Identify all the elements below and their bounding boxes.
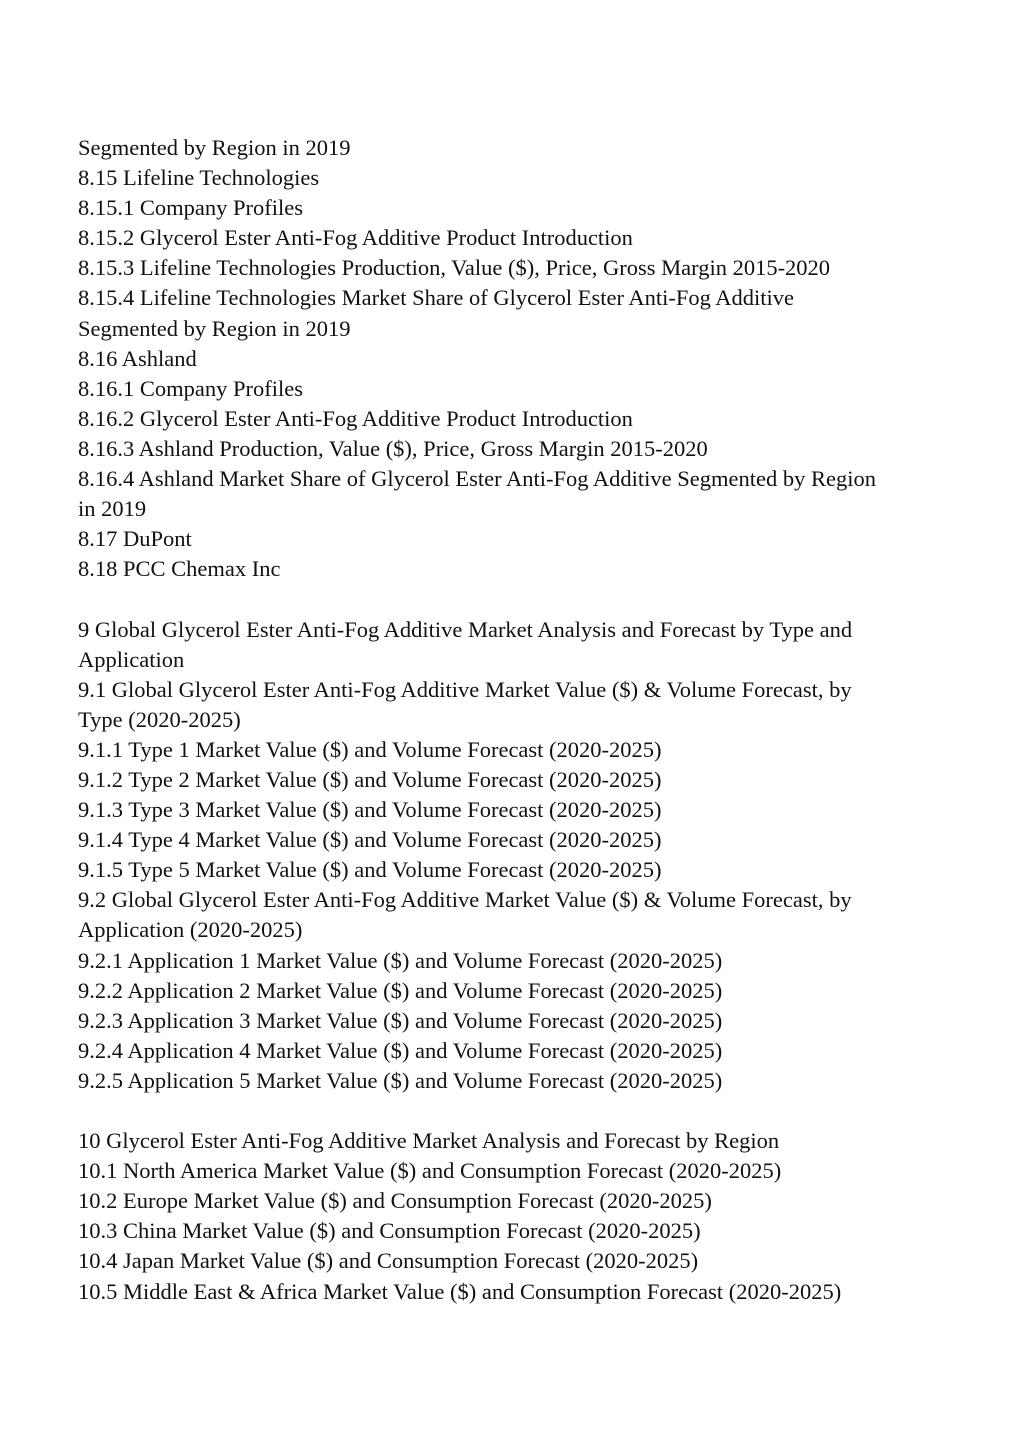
toc-line: 8.15.4 Lifeline Technologies Market Share of Glycerol Ester Anti-Fog Additive xyxy=(78,285,794,311)
toc-line: 9.2.3 Application 3 Market Value ($) and Volume Forecast (2020-2025) xyxy=(78,1007,723,1033)
toc-heading-9-1: 9.1 Global Glycerol Ester Anti-Fog Additive Market Value ($) & Volume Forecast, by xyxy=(78,676,852,702)
toc-chapter-10-title: 10 Glycerol Ester Anti-Fog Additive Market Analysis and Forecast by Region xyxy=(78,1128,780,1154)
toc-section-9 xyxy=(78,615,958,1097)
section-spacer xyxy=(78,584,958,614)
toc-line: 9.1.4 Type 4 Market Value ($) and Volume Forecast (2020-2025) xyxy=(78,827,662,853)
document-page xyxy=(78,133,958,1307)
toc-line: 8.16.3 Ashland Production, Value ($), Price, Gross Margin 2015-2020 xyxy=(78,435,708,461)
toc-line: 8.16.1 Company Profiles xyxy=(78,375,303,401)
toc-line: 9.1.5 Type 5 Market Value ($) and Volume Forecast (2020-2025) xyxy=(78,857,662,883)
toc-heading-8-15: 8.15 Lifeline Technologies xyxy=(78,165,320,191)
toc-heading-8-18: 8.18 PCC Chemax Inc xyxy=(78,556,281,582)
toc-line: Application (2020-2025) xyxy=(78,917,303,943)
toc-line: 8.15.2 Glycerol Ester Anti-Fog Additive Product Introduction xyxy=(78,225,633,251)
toc-heading-8-17: 8.17 DuPont xyxy=(78,526,192,552)
toc-line: 9.1.1 Type 1 Market Value ($) and Volume Forecast (2020-2025) xyxy=(78,736,662,762)
toc-heading-8-16: 8.16 Ashland xyxy=(78,345,197,371)
toc-section-8-continued xyxy=(78,133,958,584)
toc-line: 9.2.4 Application 4 Market Value ($) and Volume Forecast (2020-2025) xyxy=(78,1037,723,1063)
toc-line: 10.2 Europe Market Value ($) and Consumption Forecast (2020-2025) xyxy=(78,1188,712,1214)
section-spacer xyxy=(78,1096,958,1126)
toc-line: Type (2020-2025) xyxy=(78,706,241,732)
toc-line: Segmented by Region in 2019 xyxy=(78,135,351,160)
toc-line: in 2019 xyxy=(78,496,147,522)
toc-section-10 xyxy=(78,1126,958,1307)
toc-line: 8.15.1 Company Profiles xyxy=(78,195,303,221)
toc-line: 8.16.4 Ashland Market Share of Glycerol Ester Anti-Fog Additive Segmented by Region xyxy=(78,466,877,492)
toc-line: 8.16.2 Glycerol Ester Anti-Fog Additive Product Introduction xyxy=(78,405,633,431)
toc-line: 10.5 Middle East & Africa Market Value ($) and Consumption Forecast (2020-2025) xyxy=(78,1278,842,1304)
toc-line: Segmented by Region in 2019 xyxy=(78,315,351,341)
toc-line: 9.2.1 Application 1 Market Value ($) and Volume Forecast (2020-2025) xyxy=(78,947,723,973)
toc-line: 9.2.2 Application 2 Market Value ($) and Volume Forecast (2020-2025) xyxy=(78,977,723,1003)
toc-chapter-9-title: 9 Global Glycerol Ester Anti-Fog Additive Market Analysis and Forecast by Type and xyxy=(78,616,853,642)
toc-line: 9.1.2 Type 2 Market Value ($) and Volume Forecast (2020-2025) xyxy=(78,766,662,792)
toc-line: 9.2.5 Application 5 Market Value ($) and Volume Forecast (2020-2025) xyxy=(78,1067,723,1093)
toc-chapter-9-title-cont: Application xyxy=(78,646,185,672)
toc-heading-9-2: 9.2 Global Glycerol Ester Anti-Fog Additive Market Value ($) & Volume Forecast, by xyxy=(78,887,852,913)
toc-line: 10.3 China Market Value ($) and Consumption Forecast (2020-2025) xyxy=(78,1218,701,1244)
toc-line: 10.1 North America Market Value ($) and Consumption Forecast (2020-2025) xyxy=(78,1158,782,1184)
toc-line: 10.4 Japan Market Value ($) and Consumption Forecast (2020-2025) xyxy=(78,1248,699,1274)
toc-line: 8.15.3 Lifeline Technologies Production, Value ($), Price, Gross Margin 2015-2020 xyxy=(78,255,831,281)
toc-line: 9.1.3 Type 3 Market Value ($) and Volume Forecast (2020-2025) xyxy=(78,797,662,823)
